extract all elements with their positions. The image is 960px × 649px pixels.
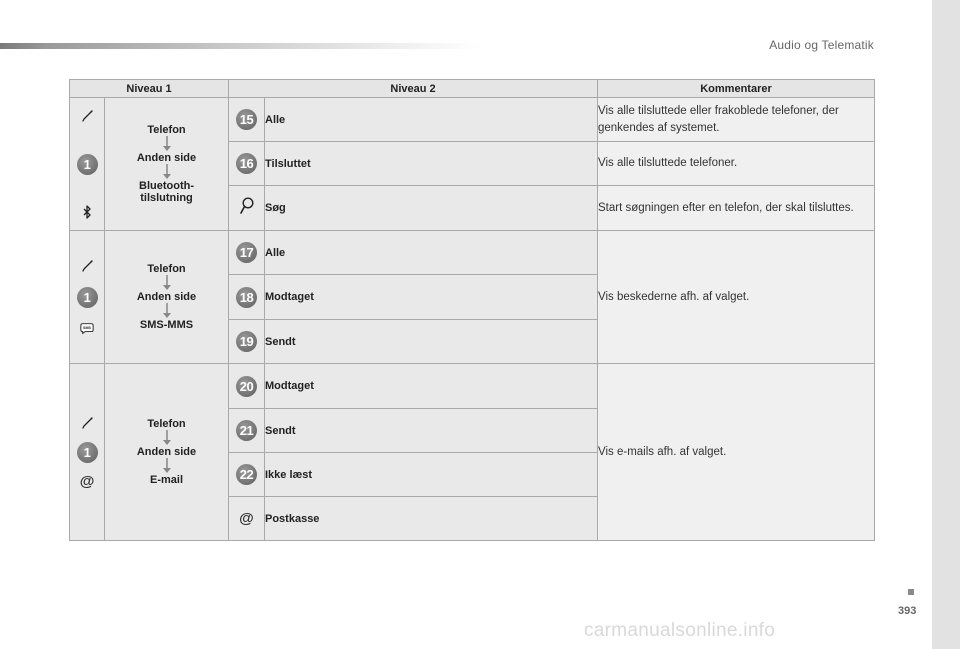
level2-badge-cell bbox=[229, 142, 265, 186]
path-step: Telefon bbox=[147, 418, 186, 430]
level2-badge-cell bbox=[229, 453, 265, 497]
column-header-niveau-2: Niveau 2 bbox=[229, 80, 598, 98]
step-badge: 1 bbox=[77, 287, 98, 308]
column-header-niveau-1: Niveau 1 bbox=[70, 80, 229, 98]
level1-path bbox=[105, 364, 229, 541]
level2-badge-cell bbox=[229, 98, 265, 142]
arrow-down-icon bbox=[162, 303, 172, 319]
section-title: Audio og Telematik bbox=[769, 38, 874, 52]
watermark: carmanualsonline.info bbox=[584, 620, 776, 641]
step-badge: 15 bbox=[236, 109, 257, 130]
arrow-down-icon bbox=[162, 164, 172, 180]
level2-badge-cell bbox=[229, 409, 265, 453]
page-number: 393 bbox=[898, 605, 917, 617]
level2-label: Modtaget bbox=[265, 364, 598, 409]
search-icon bbox=[239, 197, 255, 215]
step-badge: 18 bbox=[236, 287, 257, 308]
step-badge: 17 bbox=[236, 242, 257, 263]
level2-label: Modtaget bbox=[265, 275, 598, 320]
level2-label: Sendt bbox=[265, 409, 598, 453]
phone-icon bbox=[80, 416, 94, 430]
level1-path bbox=[105, 231, 229, 364]
path-step: Telefon bbox=[147, 124, 186, 136]
level2-label: Alle bbox=[265, 231, 598, 275]
level2-label: Alle bbox=[265, 98, 598, 142]
level2-badge-cell bbox=[229, 320, 265, 364]
comment-cell: Vis e-mails afh. af valget. bbox=[598, 364, 875, 541]
level2-badge-cell bbox=[229, 231, 265, 275]
level2-label: Sendt bbox=[265, 320, 598, 364]
bluetooth-icon bbox=[80, 205, 94, 219]
page-marker bbox=[908, 589, 914, 595]
path-step: SMS-MMS bbox=[139, 319, 194, 331]
phone-icon bbox=[80, 259, 94, 273]
path-step: Bluetooth- tilslutning bbox=[139, 180, 194, 204]
comment-cell: Vis alle tilsluttede eller frakoblede telefoner, der genkendes af systemet. bbox=[598, 98, 875, 142]
path-step: Anden side bbox=[136, 291, 197, 303]
arrow-down-icon bbox=[162, 275, 172, 291]
at-icon: @ bbox=[239, 509, 254, 527]
menu-table bbox=[69, 79, 875, 541]
comment-cell: Vis beskederne afh. af valget. bbox=[598, 231, 875, 364]
step-badge: 22 bbox=[236, 464, 257, 485]
arrow-down-icon bbox=[162, 136, 172, 152]
table-row bbox=[70, 364, 875, 409]
level1-icons bbox=[70, 98, 105, 231]
level1-path bbox=[105, 98, 229, 231]
svg-text:SMS: SMS bbox=[83, 325, 91, 330]
at-icon: @ bbox=[79, 472, 95, 490]
level2-icon-cell bbox=[229, 497, 265, 541]
level1-icons bbox=[70, 231, 105, 364]
step-badge: 20 bbox=[236, 376, 257, 397]
level2-badge-cell bbox=[229, 275, 265, 320]
table-row bbox=[70, 98, 875, 142]
level2-label: Søg bbox=[265, 186, 598, 231]
arrow-down-icon bbox=[162, 430, 172, 446]
level1-icons bbox=[70, 364, 105, 541]
path-step: Anden side bbox=[136, 152, 197, 164]
comment-cell: Vis alle tilsluttede telefoner. bbox=[598, 142, 875, 186]
step-badge: 1 bbox=[77, 442, 98, 463]
path-step: Anden side bbox=[136, 446, 197, 458]
level2-badge-cell bbox=[229, 364, 265, 409]
step-badge: 1 bbox=[77, 154, 98, 175]
side-strip bbox=[932, 0, 960, 649]
level2-label: Tilsluttet bbox=[265, 142, 598, 186]
comment-cell: Start søgningen efter en telefon, der skal tilsluttes. bbox=[598, 186, 875, 231]
step-badge: 16 bbox=[236, 153, 257, 174]
level2-label: Postkasse bbox=[265, 497, 598, 541]
path-step: E-mail bbox=[149, 474, 183, 486]
path-step: Telefon bbox=[147, 263, 186, 275]
table-row bbox=[70, 231, 875, 275]
column-header-kommentarer: Kommentarer bbox=[598, 80, 875, 98]
header-gradient-bar bbox=[0, 43, 480, 49]
arrow-down-icon bbox=[162, 458, 172, 474]
table-header-row bbox=[70, 80, 875, 98]
level2-icon-cell bbox=[229, 186, 265, 231]
step-badge: 19 bbox=[236, 331, 257, 352]
sms-icon bbox=[80, 321, 94, 335]
level2-label: Ikke læst bbox=[265, 453, 598, 497]
phone-icon bbox=[80, 109, 94, 123]
step-badge: 21 bbox=[236, 420, 257, 441]
